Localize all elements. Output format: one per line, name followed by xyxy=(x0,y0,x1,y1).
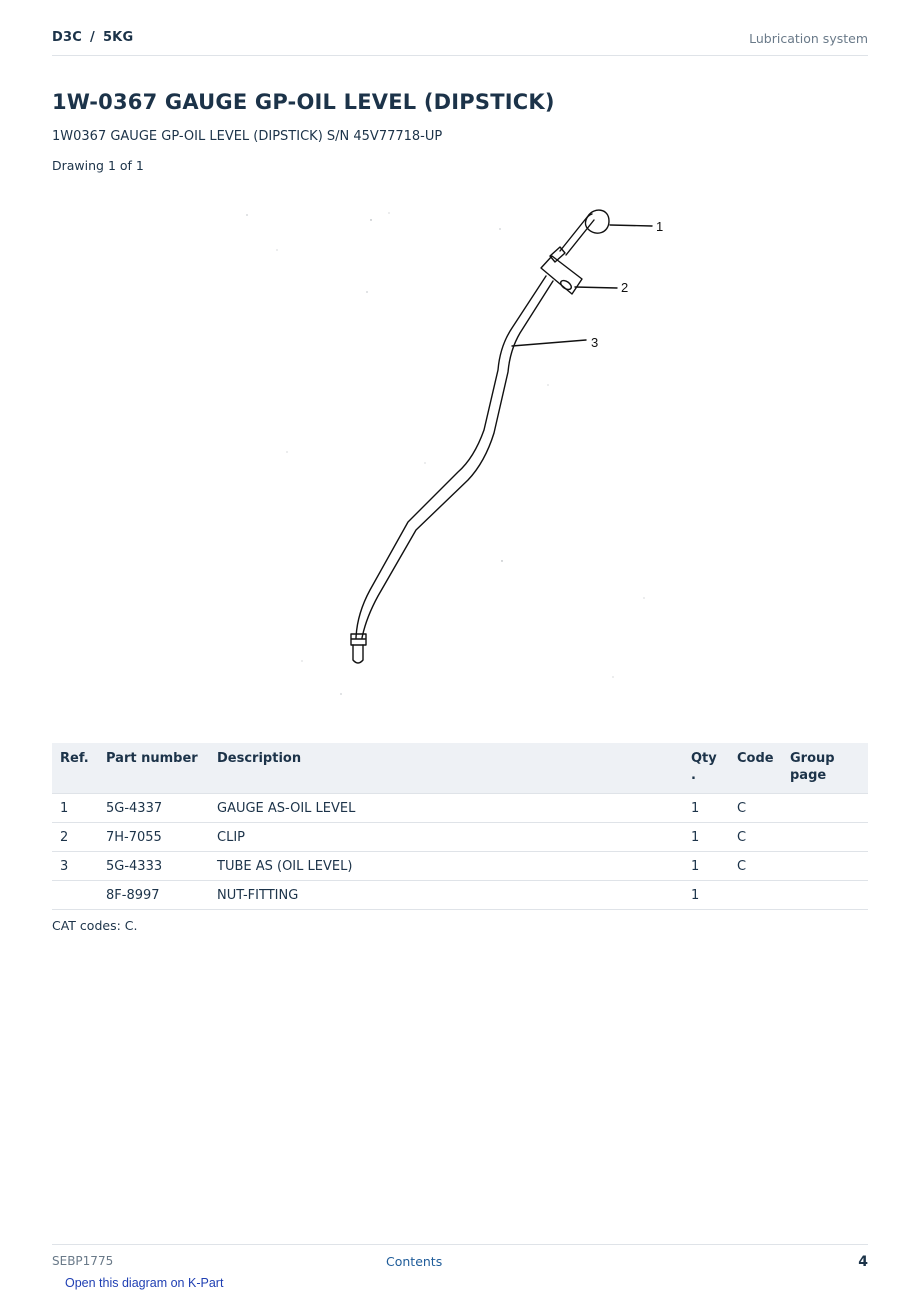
cell-ref xyxy=(52,881,98,910)
tube-outline-inner xyxy=(362,281,553,638)
breadcrumb-separator: / xyxy=(89,30,95,45)
breadcrumb-model: D3C xyxy=(52,30,82,45)
cell-ref: 2 xyxy=(52,823,98,852)
cell-description: TUBE AS (OIL LEVEL) xyxy=(209,852,683,881)
table-row xyxy=(52,881,868,910)
cell-qty: 1 xyxy=(683,852,729,881)
callout-2: 2 xyxy=(621,280,629,295)
contents-link[interactable]: Contents xyxy=(386,1254,443,1269)
page-subtitle: 1W0367 GAUGE GP-OIL LEVEL (DIPSTICK) S/N 45V77718-UP xyxy=(52,129,443,144)
page-footer xyxy=(52,1244,868,1270)
clip-hole xyxy=(559,279,573,292)
dipstick-diagram xyxy=(200,190,720,710)
cell-description: GAUGE AS-OIL LEVEL xyxy=(209,794,683,823)
table-row xyxy=(52,823,868,852)
dipstick-loop-handle xyxy=(560,210,609,251)
cell-part-number: 5G-4337 xyxy=(98,794,209,823)
page-title: 1W-0367 GAUGE GP-OIL LEVEL (DIPSTICK) xyxy=(52,90,555,114)
callout-3: 3 xyxy=(591,335,599,350)
column-header-code: Code xyxy=(729,743,782,794)
cell-qty: 1 xyxy=(683,881,729,910)
cell-description: NUT-FITTING xyxy=(209,881,683,910)
cell-ref: 1 xyxy=(52,794,98,823)
tube-bottom-end xyxy=(353,645,363,663)
page-header xyxy=(52,30,868,56)
leader-line-2 xyxy=(575,287,617,288)
cell-part-number: 5G-4333 xyxy=(98,852,209,881)
cell-group-page xyxy=(782,794,868,823)
column-header-description: Description xyxy=(209,743,683,794)
cell-code xyxy=(729,881,782,910)
cell-group-page xyxy=(782,881,868,910)
drawing-count: Drawing 1 of 1 xyxy=(52,158,144,173)
cell-qty: 1 xyxy=(683,823,729,852)
tube-bottom-nut xyxy=(351,634,366,645)
cell-group-page xyxy=(782,823,868,852)
breadcrumb-serial-prefix: 5KG xyxy=(102,30,134,45)
column-header-group-page: Group page xyxy=(782,743,868,794)
cell-ref: 3 xyxy=(52,852,98,881)
column-header-part-number: Part number xyxy=(98,743,209,794)
leader-line-1 xyxy=(610,225,652,226)
parts-table xyxy=(52,743,868,910)
page-number: 4 xyxy=(858,1254,868,1270)
breadcrumb xyxy=(52,30,133,45)
clip-bracket xyxy=(541,256,582,294)
cell-code: C xyxy=(729,823,782,852)
cat-codes-note: CAT codes: C. xyxy=(52,918,138,933)
column-header-qty: Qty . xyxy=(683,743,729,794)
section-name: Lubrication system xyxy=(749,31,868,46)
cell-description: CLIP xyxy=(209,823,683,852)
column-header-ref: Ref. xyxy=(52,743,98,794)
cell-part-number: 8F-8997 xyxy=(98,881,209,910)
cell-code: C xyxy=(729,852,782,881)
document-id: SEBP1775 xyxy=(52,1254,114,1268)
cell-qty: 1 xyxy=(683,794,729,823)
cell-group-page xyxy=(782,852,868,881)
parts-table-header xyxy=(52,743,868,794)
cell-code: C xyxy=(729,794,782,823)
scan-specks xyxy=(246,213,644,695)
open-in-kpart-link[interactable]: Open this diagram on K-Part xyxy=(65,1276,224,1290)
table-row xyxy=(52,852,868,881)
cell-part-number: 7H-7055 xyxy=(98,823,209,852)
table-row xyxy=(52,794,868,823)
callout-1: 1 xyxy=(656,219,664,234)
leader-line-3 xyxy=(512,340,586,346)
